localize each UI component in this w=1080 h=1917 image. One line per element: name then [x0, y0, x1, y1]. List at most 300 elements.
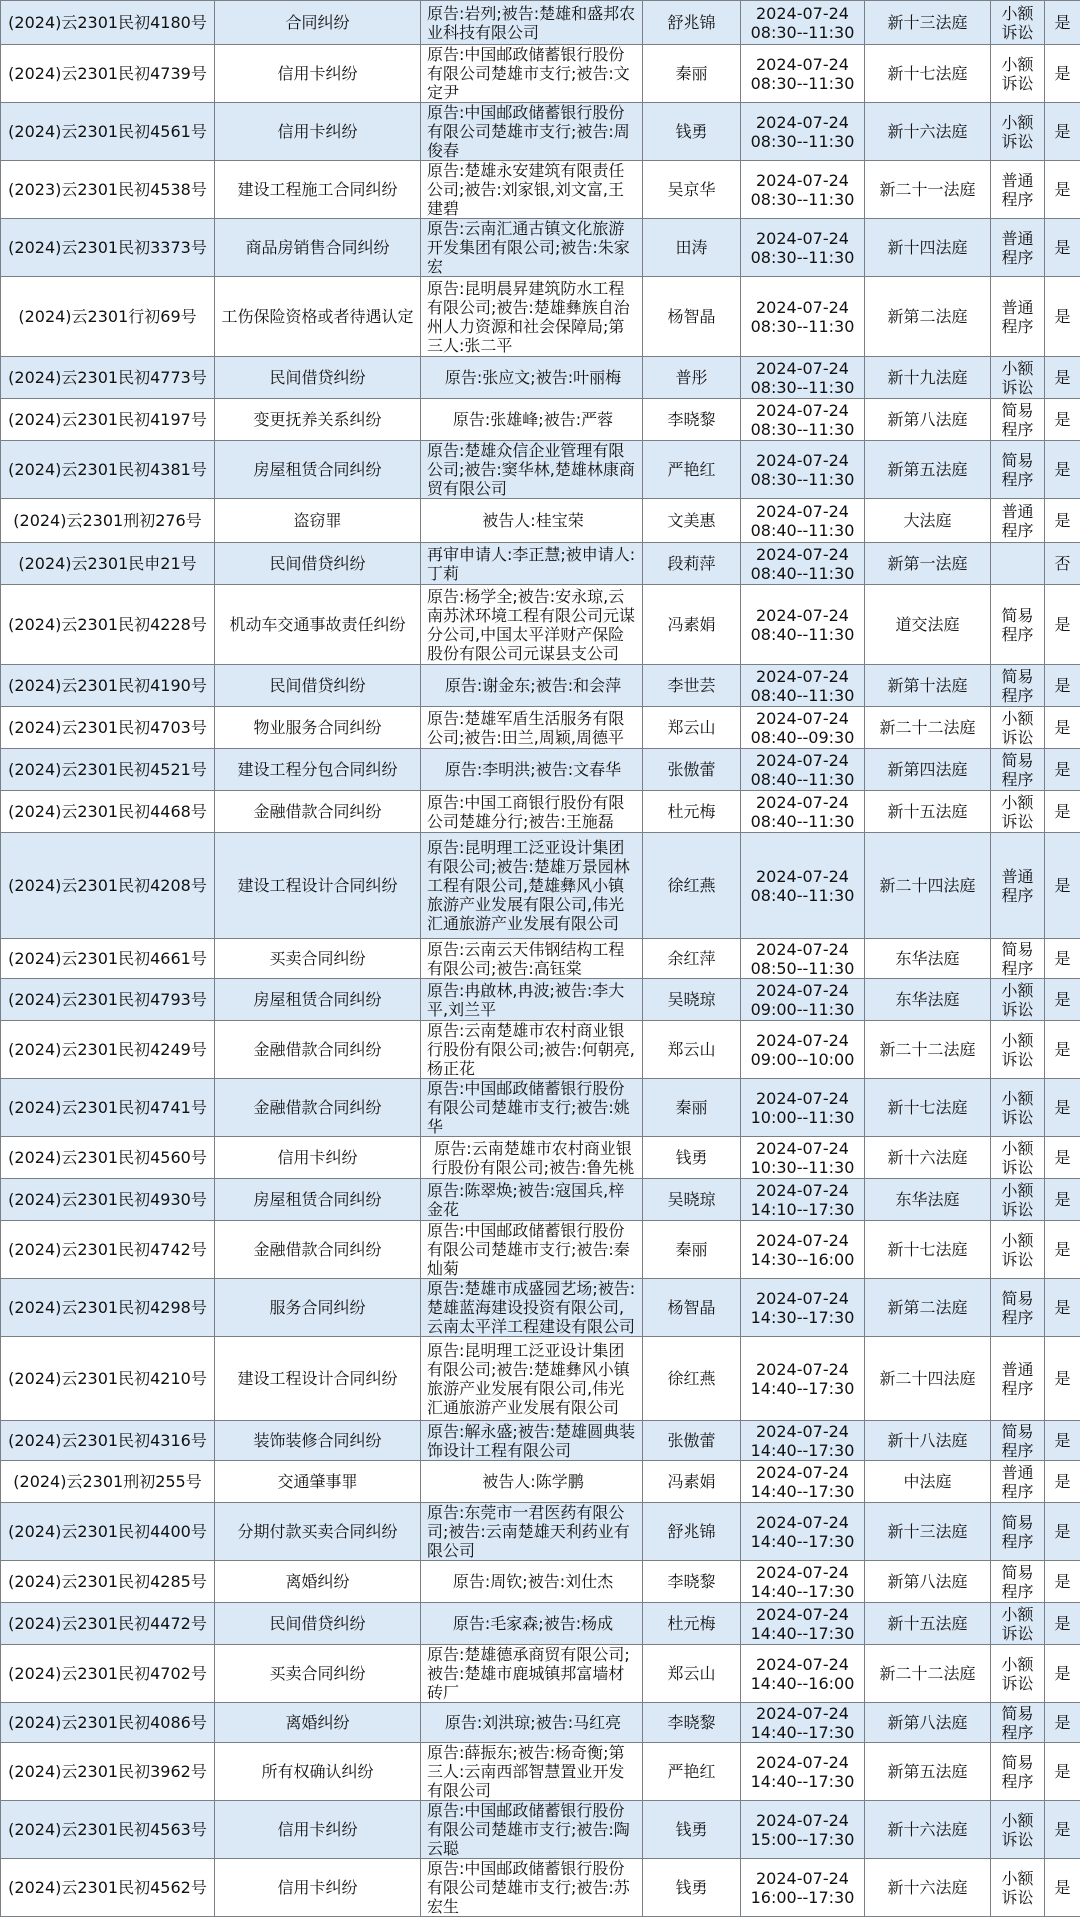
courtroom-cell: 新第四法庭	[865, 749, 991, 791]
hearing-date: 2024-07-24	[744, 1463, 861, 1482]
procedure-cell: 小额诉讼	[991, 45, 1045, 103]
case-number-cell: (2024)云2301民初4661号	[1, 939, 215, 979]
courtroom-cell: 新十四法庭	[865, 219, 991, 277]
schedule-cell	[741, 1279, 865, 1337]
public-hearing-cell: 是	[1045, 1743, 1080, 1801]
courtroom-cell: 新十三法庭	[865, 1503, 991, 1561]
courtroom-cell: 新第八法庭	[865, 1703, 991, 1743]
procedure-cell: 普通程序	[991, 499, 1045, 543]
case-cause-cell: 变更抚养关系纠纷	[215, 399, 421, 441]
table-row	[1, 1179, 1080, 1221]
hearing-date: 2024-07-24	[744, 1869, 861, 1888]
hearing-date: 2024-07-24	[744, 113, 861, 132]
judge-cell: 李晓黎	[643, 1561, 741, 1603]
case-number-cell: (2024)云2301民初4521号	[1, 749, 215, 791]
schedule-cell	[741, 833, 865, 939]
table-row	[1, 1337, 1080, 1421]
hearing-date: 2024-07-24	[744, 1513, 861, 1532]
hearing-time: 09:00--10:00	[744, 1050, 861, 1069]
hearing-time: 08:30--11:30	[744, 74, 861, 93]
case-cause-cell: 合同纠纷	[215, 1, 421, 45]
schedule-cell	[741, 1, 865, 45]
public-hearing-cell: 是	[1045, 1645, 1080, 1703]
public-hearing-cell: 是	[1045, 1703, 1080, 1743]
hearing-time: 08:50--11:30	[744, 959, 861, 978]
public-hearing-cell: 是	[1045, 707, 1080, 749]
parties-cell: 原告:中国邮政储蓄银行股份有限公司楚雄市支行;被告:苏宏生	[421, 1859, 643, 1917]
procedure-cell	[991, 543, 1045, 585]
hearing-date: 2024-07-24	[744, 4, 861, 23]
public-hearing-cell: 是	[1045, 1503, 1080, 1561]
judge-cell: 李晓黎	[643, 1703, 741, 1743]
schedule-cell	[741, 979, 865, 1021]
case-number-cell: (2024)云2301民初4563号	[1, 1801, 215, 1859]
table-row	[1, 103, 1080, 161]
public-hearing-cell: 是	[1045, 1021, 1080, 1079]
hearing-time: 08:30--11:30	[744, 248, 861, 267]
case-number-cell: (2024)云2301民初4285号	[1, 1561, 215, 1603]
schedule-cell	[741, 161, 865, 219]
table-row	[1, 1603, 1080, 1645]
table-row	[1, 749, 1080, 791]
public-hearing-cell: 是	[1045, 939, 1080, 979]
parties-cell: 原告:楚雄永安建筑有限责任公司;被告:刘家银,刘文富,王建碧	[421, 161, 643, 219]
judge-cell: 徐红燕	[643, 833, 741, 939]
schedule-cell	[741, 357, 865, 399]
public-hearing-cell: 是	[1045, 1859, 1080, 1917]
table-row	[1, 357, 1080, 399]
hearing-date: 2024-07-24	[744, 171, 861, 190]
public-hearing-cell: 是	[1045, 791, 1080, 833]
courtroom-cell: 新二十二法庭	[865, 1021, 991, 1079]
case-number-cell: (2024)云2301民初4228号	[1, 585, 215, 665]
hearing-date: 2024-07-24	[744, 1563, 861, 1582]
parties-cell: 原告:杨学全;被告:安永琼,云南苏沭环境工程有限公司元谋分公司,中国太平洋财产保险股份有限公司元谋县支公司	[421, 585, 643, 665]
hearing-date: 2024-07-24	[744, 1753, 861, 1772]
procedure-cell: 小额诉讼	[991, 1603, 1045, 1645]
courtroom-cell: 新十六法庭	[865, 103, 991, 161]
case-number-cell: (2024)云2301民初4739号	[1, 45, 215, 103]
judge-cell: 文美惠	[643, 499, 741, 543]
case-cause-cell: 民间借贷纠纷	[215, 357, 421, 399]
table-row	[1, 1703, 1080, 1743]
schedule-cell	[741, 399, 865, 441]
schedule-cell	[741, 707, 865, 749]
courtroom-cell: 新第八法庭	[865, 1561, 991, 1603]
case-number-cell: (2024)云2301民初4773号	[1, 357, 215, 399]
parties-cell: 原告:云南云天伟钢结构工程有限公司;被告:高钰棠	[421, 939, 643, 979]
public-hearing-cell: 否	[1045, 543, 1080, 585]
schedule-cell	[741, 499, 865, 543]
procedure-cell: 简易程序	[991, 1703, 1045, 1743]
public-hearing-cell: 是	[1045, 1221, 1080, 1279]
courtroom-cell: 新二十二法庭	[865, 707, 991, 749]
judge-cell: 段莉萍	[643, 543, 741, 585]
case-cause-cell: 建设工程设计合同纠纷	[215, 833, 421, 939]
judge-cell: 严艳红	[643, 1743, 741, 1801]
case-cause-cell: 工伤保险资格或者待遇认定	[215, 277, 421, 357]
courtroom-cell: 新第八法庭	[865, 399, 991, 441]
procedure-cell: 简易程序	[991, 1503, 1045, 1561]
parties-cell: 原告:毛家森;被告:杨成	[421, 1603, 643, 1645]
hearing-time: 08:40--11:30	[744, 686, 861, 705]
case-number-cell: (2024)云2301民初4197号	[1, 399, 215, 441]
hearing-time: 14:40--17:30	[744, 1379, 861, 1398]
case-number-cell: (2024)云2301民初4560号	[1, 1137, 215, 1179]
courtroom-cell: 新二十二法庭	[865, 1645, 991, 1703]
table-row	[1, 1503, 1080, 1561]
procedure-cell: 简易程序	[991, 1279, 1045, 1337]
hearing-time: 08:30--11:30	[744, 132, 861, 151]
courtroom-cell: 新十六法庭	[865, 1137, 991, 1179]
procedure-cell: 小额诉讼	[991, 357, 1045, 399]
parties-cell: 被告人:桂宝荣	[421, 499, 643, 543]
table-row	[1, 665, 1080, 707]
judge-cell: 秦丽	[643, 45, 741, 103]
courtroom-cell: 东华法庭	[865, 939, 991, 979]
courtroom-cell: 新第二法庭	[865, 1279, 991, 1337]
schedule-cell	[741, 103, 865, 161]
public-hearing-cell: 是	[1045, 1137, 1080, 1179]
procedure-cell: 简易程序	[991, 585, 1045, 665]
hearing-date: 2024-07-24	[744, 1181, 861, 1200]
hearing-date: 2024-07-24	[744, 55, 861, 74]
judge-cell: 李晓黎	[643, 399, 741, 441]
schedule-cell	[741, 1503, 865, 1561]
case-number-cell: (2024)云2301民初4381号	[1, 441, 215, 499]
procedure-cell: 小额诉讼	[991, 979, 1045, 1021]
parties-cell: 原告:李明洪;被告:文春华	[421, 749, 643, 791]
case-cause-cell: 金融借款合同纠纷	[215, 791, 421, 833]
procedure-cell: 普通程序	[991, 219, 1045, 277]
parties-cell: 原告:云南楚雄市农村商业银行股份有限公司;被告:鲁先桃	[421, 1137, 643, 1179]
schedule-cell	[741, 1561, 865, 1603]
courtroom-cell: 中法庭	[865, 1461, 991, 1503]
parties-cell: 原告:昆明理工泛亚设计集团有限公司;被告:楚雄万景园林工程有限公司,楚雄彝风小镇旅游产业发展有限公司,伟光汇通旅游产业发展有限公司	[421, 833, 643, 939]
public-hearing-cell: 是	[1045, 1279, 1080, 1337]
hearing-date: 2024-07-24	[744, 867, 861, 886]
public-hearing-cell: 是	[1045, 399, 1080, 441]
hearing-time: 08:40--11:30	[744, 812, 861, 831]
table-row	[1, 1461, 1080, 1503]
schedule-cell	[741, 1179, 865, 1221]
case-cause-cell: 交通肇事罪	[215, 1461, 421, 1503]
schedule-cell	[741, 1079, 865, 1137]
case-cause-cell: 金融借款合同纠纷	[215, 1079, 421, 1137]
parties-cell: 原告:薛振东;被告:杨奇衡;第三人:云南西部智慧置业开发有限公司	[421, 1743, 643, 1801]
case-cause-cell: 买卖合同纠纷	[215, 939, 421, 979]
courtroom-cell: 新十七法庭	[865, 1221, 991, 1279]
hearing-date: 2024-07-24	[744, 229, 861, 248]
schedule-cell	[741, 45, 865, 103]
case-number-cell: (2024)云2301民初4210号	[1, 1337, 215, 1421]
case-number-cell: (2024)云2301民初4316号	[1, 1421, 215, 1461]
hearing-time: 14:40--17:30	[744, 1624, 861, 1643]
parties-cell: 原告:张应文;被告:叶丽梅	[421, 357, 643, 399]
judge-cell: 郑云山	[643, 1645, 741, 1703]
table-row	[1, 399, 1080, 441]
public-hearing-cell: 是	[1045, 979, 1080, 1021]
courtroom-cell: 新十七法庭	[865, 45, 991, 103]
hearing-date: 2024-07-24	[744, 1231, 861, 1250]
parties-cell: 原告:中国工商银行股份有限公司楚雄分行;被告:王施磊	[421, 791, 643, 833]
case-cause-cell: 服务合同纠纷	[215, 1279, 421, 1337]
table-row	[1, 1079, 1080, 1137]
schedule-cell	[741, 665, 865, 707]
procedure-cell: 普通程序	[991, 277, 1045, 357]
judge-cell: 余红萍	[643, 939, 741, 979]
case-number-cell: (2024)云2301民初4208号	[1, 833, 215, 939]
judge-cell: 郑云山	[643, 707, 741, 749]
procedure-cell: 简易程序	[991, 1743, 1045, 1801]
hearing-time: 08:30--11:30	[744, 190, 861, 209]
hearing-date: 2024-07-24	[744, 1360, 861, 1379]
public-hearing-cell: 是	[1045, 1801, 1080, 1859]
judge-cell: 吴晓琼	[643, 1179, 741, 1221]
judge-cell: 钱勇	[643, 1801, 741, 1859]
table-row	[1, 499, 1080, 543]
hearing-time: 08:40--11:30	[744, 886, 861, 905]
parties-cell: 原告:陈翠焕;被告:寇国兵,梓金花	[421, 1179, 643, 1221]
schedule-cell	[741, 585, 865, 665]
procedure-cell: 小额诉讼	[991, 1021, 1045, 1079]
public-hearing-cell: 是	[1045, 665, 1080, 707]
hearing-date: 2024-07-24	[744, 1605, 861, 1624]
judge-cell: 普彤	[643, 357, 741, 399]
judge-cell: 徐红燕	[643, 1337, 741, 1421]
table-row	[1, 45, 1080, 103]
hearing-time: 10:00--11:30	[744, 1108, 861, 1127]
hearing-date: 2024-07-24	[744, 1139, 861, 1158]
judge-cell: 杜元梅	[643, 1603, 741, 1645]
parties-cell: 原告:云南汇通古镇文化旅游开发集团有限公司;被告:朱家宏	[421, 219, 643, 277]
schedule-cell	[741, 1645, 865, 1703]
parties-cell: 原告:谢金东;被告:和会萍	[421, 665, 643, 707]
courtroom-cell: 新第五法庭	[865, 441, 991, 499]
hearing-time: 08:40--11:30	[744, 770, 861, 789]
hearing-date: 2024-07-24	[744, 1089, 861, 1108]
procedure-cell: 简易程序	[991, 1561, 1045, 1603]
case-number-cell: (2024)云2301民初4742号	[1, 1221, 215, 1279]
schedule-cell	[741, 1021, 865, 1079]
table-row	[1, 979, 1080, 1021]
hearing-time: 14:30--16:00	[744, 1250, 861, 1269]
case-number-cell: (2024)云2301民初4561号	[1, 103, 215, 161]
parties-cell: 原告:中国邮政储蓄银行股份有限公司楚雄市支行;被告:陶云聪	[421, 1801, 643, 1859]
case-number-cell: (2024)云2301民初4468号	[1, 791, 215, 833]
judge-cell: 郑云山	[643, 1021, 741, 1079]
parties-cell: 再审申请人:李正慧;被申请人:丁莉	[421, 543, 643, 585]
case-cause-cell: 金融借款合同纠纷	[215, 1021, 421, 1079]
case-cause-cell: 买卖合同纠纷	[215, 1645, 421, 1703]
courtroom-cell: 新第十法庭	[865, 665, 991, 707]
case-cause-cell: 建设工程分包合同纠纷	[215, 749, 421, 791]
parties-cell: 原告:楚雄军盾生活服务有限公司;被告:田兰,周颖,周德平	[421, 707, 643, 749]
judge-cell: 钱勇	[643, 1859, 741, 1917]
case-number-cell: (2024)云2301民初4702号	[1, 1645, 215, 1703]
table-row	[1, 543, 1080, 585]
table-row	[1, 1859, 1080, 1917]
courtroom-cell: 新十七法庭	[865, 1079, 991, 1137]
hearing-date: 2024-07-24	[744, 981, 861, 1000]
case-cause-cell: 民间借贷纠纷	[215, 1603, 421, 1645]
hearing-date: 2024-07-24	[744, 401, 861, 420]
schedule-cell	[741, 1801, 865, 1859]
public-hearing-cell: 是	[1045, 1603, 1080, 1645]
case-number-cell: (2024)云2301民初4298号	[1, 1279, 215, 1337]
case-number-cell: (2024)云2301民初4190号	[1, 665, 215, 707]
judge-cell: 张傲蕾	[643, 1421, 741, 1461]
courtroom-cell: 新第五法庭	[865, 1743, 991, 1801]
table-row	[1, 833, 1080, 939]
hearing-time: 14:40--17:30	[744, 1532, 861, 1551]
courtroom-cell: 东华法庭	[865, 1179, 991, 1221]
public-hearing-cell: 是	[1045, 441, 1080, 499]
hearing-time: 08:30--11:30	[744, 470, 861, 489]
procedure-cell: 小额诉讼	[991, 1079, 1045, 1137]
procedure-cell: 小额诉讼	[991, 1801, 1045, 1859]
case-number-cell: (2024)云2301民申21号	[1, 543, 215, 585]
schedule-cell	[741, 1337, 865, 1421]
case-cause-cell: 房屋租赁合同纠纷	[215, 979, 421, 1021]
judge-cell: 冯素娟	[643, 585, 741, 665]
schedule-cell	[741, 791, 865, 833]
public-hearing-cell: 是	[1045, 219, 1080, 277]
hearing-time: 08:40--11:30	[744, 521, 861, 540]
hearing-date: 2024-07-24	[744, 1422, 861, 1441]
table-row	[1, 277, 1080, 357]
parties-cell: 原告:中国邮政储蓄银行股份有限公司楚雄市支行;被告:秦灿菊	[421, 1221, 643, 1279]
public-hearing-cell: 是	[1045, 1, 1080, 45]
public-hearing-cell: 是	[1045, 833, 1080, 939]
schedule-cell	[741, 939, 865, 979]
case-cause-cell: 离婚纠纷	[215, 1561, 421, 1603]
case-cause-cell: 盗窃罪	[215, 499, 421, 543]
procedure-cell: 简易程序	[991, 665, 1045, 707]
hearing-time: 14:40--17:30	[744, 1582, 861, 1601]
procedure-cell: 简易程序	[991, 1421, 1045, 1461]
hearing-time: 16:00--17:30	[744, 1888, 861, 1907]
procedure-cell: 小额诉讼	[991, 103, 1045, 161]
case-cause-cell: 信用卡纠纷	[215, 1859, 421, 1917]
schedule-cell	[741, 1461, 865, 1503]
judge-cell: 严艳红	[643, 441, 741, 499]
procedure-cell: 普通程序	[991, 1461, 1045, 1503]
table-row	[1, 585, 1080, 665]
procedure-cell: 小额诉讼	[991, 1645, 1045, 1703]
hearing-time: 08:30--11:30	[744, 23, 861, 42]
judge-cell: 张傲蕾	[643, 749, 741, 791]
courtroom-cell: 新十八法庭	[865, 1421, 991, 1461]
hearing-date: 2024-07-24	[744, 709, 861, 728]
procedure-cell: 简易程序	[991, 749, 1045, 791]
case-cause-cell: 所有权确认纠纷	[215, 1743, 421, 1801]
hearing-time: 08:40--09:30	[744, 728, 861, 747]
hearing-time: 14:40--17:30	[744, 1482, 861, 1501]
parties-cell: 原告:东莞市一君医药有限公司;被告:云南楚雄天利药业有限公司	[421, 1503, 643, 1561]
table-row	[1, 1221, 1080, 1279]
judge-cell: 冯素娟	[643, 1461, 741, 1503]
hearing-date: 2024-07-24	[744, 1811, 861, 1830]
schedule-cell	[741, 277, 865, 357]
case-cause-cell: 金融借款合同纠纷	[215, 1221, 421, 1279]
case-cause-cell: 机动车交通事故责任纠纷	[215, 585, 421, 665]
hearing-date: 2024-07-24	[744, 751, 861, 770]
schedule-cell	[741, 1703, 865, 1743]
schedule-cell	[741, 749, 865, 791]
hearing-date: 2024-07-24	[744, 940, 861, 959]
public-hearing-cell: 是	[1045, 1421, 1080, 1461]
public-hearing-cell: 是	[1045, 161, 1080, 219]
judge-cell: 舒兆锦	[643, 1503, 741, 1561]
case-cause-cell: 房屋租赁合同纠纷	[215, 1179, 421, 1221]
case-cause-cell: 物业服务合同纠纷	[215, 707, 421, 749]
public-hearing-cell: 是	[1045, 1079, 1080, 1137]
parties-cell: 原告:中国邮政储蓄银行股份有限公司楚雄市支行;被告:周俊春	[421, 103, 643, 161]
judge-cell: 钱勇	[643, 103, 741, 161]
table-body	[1, 1, 1080, 1917]
table-row	[1, 441, 1080, 499]
table-row	[1, 1561, 1080, 1603]
parties-cell: 原告:张雄峰;被告:严蓉	[421, 399, 643, 441]
hearing-time: 14:40--16:00	[744, 1674, 861, 1693]
hearing-time: 08:30--11:30	[744, 420, 861, 439]
courtroom-cell: 新十九法庭	[865, 357, 991, 399]
public-hearing-cell: 是	[1045, 277, 1080, 357]
hearing-date: 2024-07-24	[744, 1655, 861, 1674]
schedule-cell	[741, 219, 865, 277]
judge-cell: 舒兆锦	[643, 1, 741, 45]
courtroom-cell: 道交法庭	[865, 585, 991, 665]
parties-cell: 原告:楚雄众信企业管理有限公司;被告:窦华林,楚雄林康商贸有限公司	[421, 441, 643, 499]
case-cause-cell: 信用卡纠纷	[215, 1137, 421, 1179]
case-cause-cell: 信用卡纠纷	[215, 103, 421, 161]
procedure-cell: 小额诉讼	[991, 791, 1045, 833]
case-cause-cell: 房屋租赁合同纠纷	[215, 441, 421, 499]
judge-cell: 吴京华	[643, 161, 741, 219]
courtroom-cell: 新二十一法庭	[865, 161, 991, 219]
table-row	[1, 1743, 1080, 1801]
case-cause-cell: 建设工程施工合同纠纷	[215, 161, 421, 219]
parties-cell: 原告:云南楚雄市农村商业银行股份有限公司;被告:何朝亮,杨正花	[421, 1021, 643, 1079]
case-number-cell: (2024)云2301民初4400号	[1, 1503, 215, 1561]
procedure-cell: 小额诉讼	[991, 1, 1045, 45]
judge-cell: 杨智晶	[643, 1279, 741, 1337]
courtroom-cell: 新十六法庭	[865, 1801, 991, 1859]
schedule-cell	[741, 543, 865, 585]
judge-cell: 吴晓琼	[643, 979, 741, 1021]
judge-cell: 钱勇	[643, 1137, 741, 1179]
hearing-time: 08:30--11:30	[744, 317, 861, 336]
courtroom-cell: 大法庭	[865, 499, 991, 543]
schedule-cell	[741, 1421, 865, 1461]
public-hearing-cell: 是	[1045, 357, 1080, 399]
schedule-cell	[741, 1743, 865, 1801]
hearing-time: 09:00--11:30	[744, 1000, 861, 1019]
public-hearing-cell: 是	[1045, 585, 1080, 665]
parties-cell: 原告:解永盛;被告:楚雄圆典装饰设计工程有限公司	[421, 1421, 643, 1461]
case-cause-cell: 民间借贷纠纷	[215, 543, 421, 585]
courtroom-cell: 新十三法庭	[865, 1, 991, 45]
table-row	[1, 1, 1080, 45]
hearing-time: 14:40--17:30	[744, 1772, 861, 1791]
procedure-cell: 简易程序	[991, 441, 1045, 499]
hearing-time: 14:10--17:30	[744, 1200, 861, 1219]
schedule-cell	[741, 1603, 865, 1645]
public-hearing-cell: 是	[1045, 103, 1080, 161]
parties-cell: 原告:中国邮政储蓄银行股份有限公司楚雄市支行;被告:文定尹	[421, 45, 643, 103]
public-hearing-cell: 是	[1045, 1461, 1080, 1503]
